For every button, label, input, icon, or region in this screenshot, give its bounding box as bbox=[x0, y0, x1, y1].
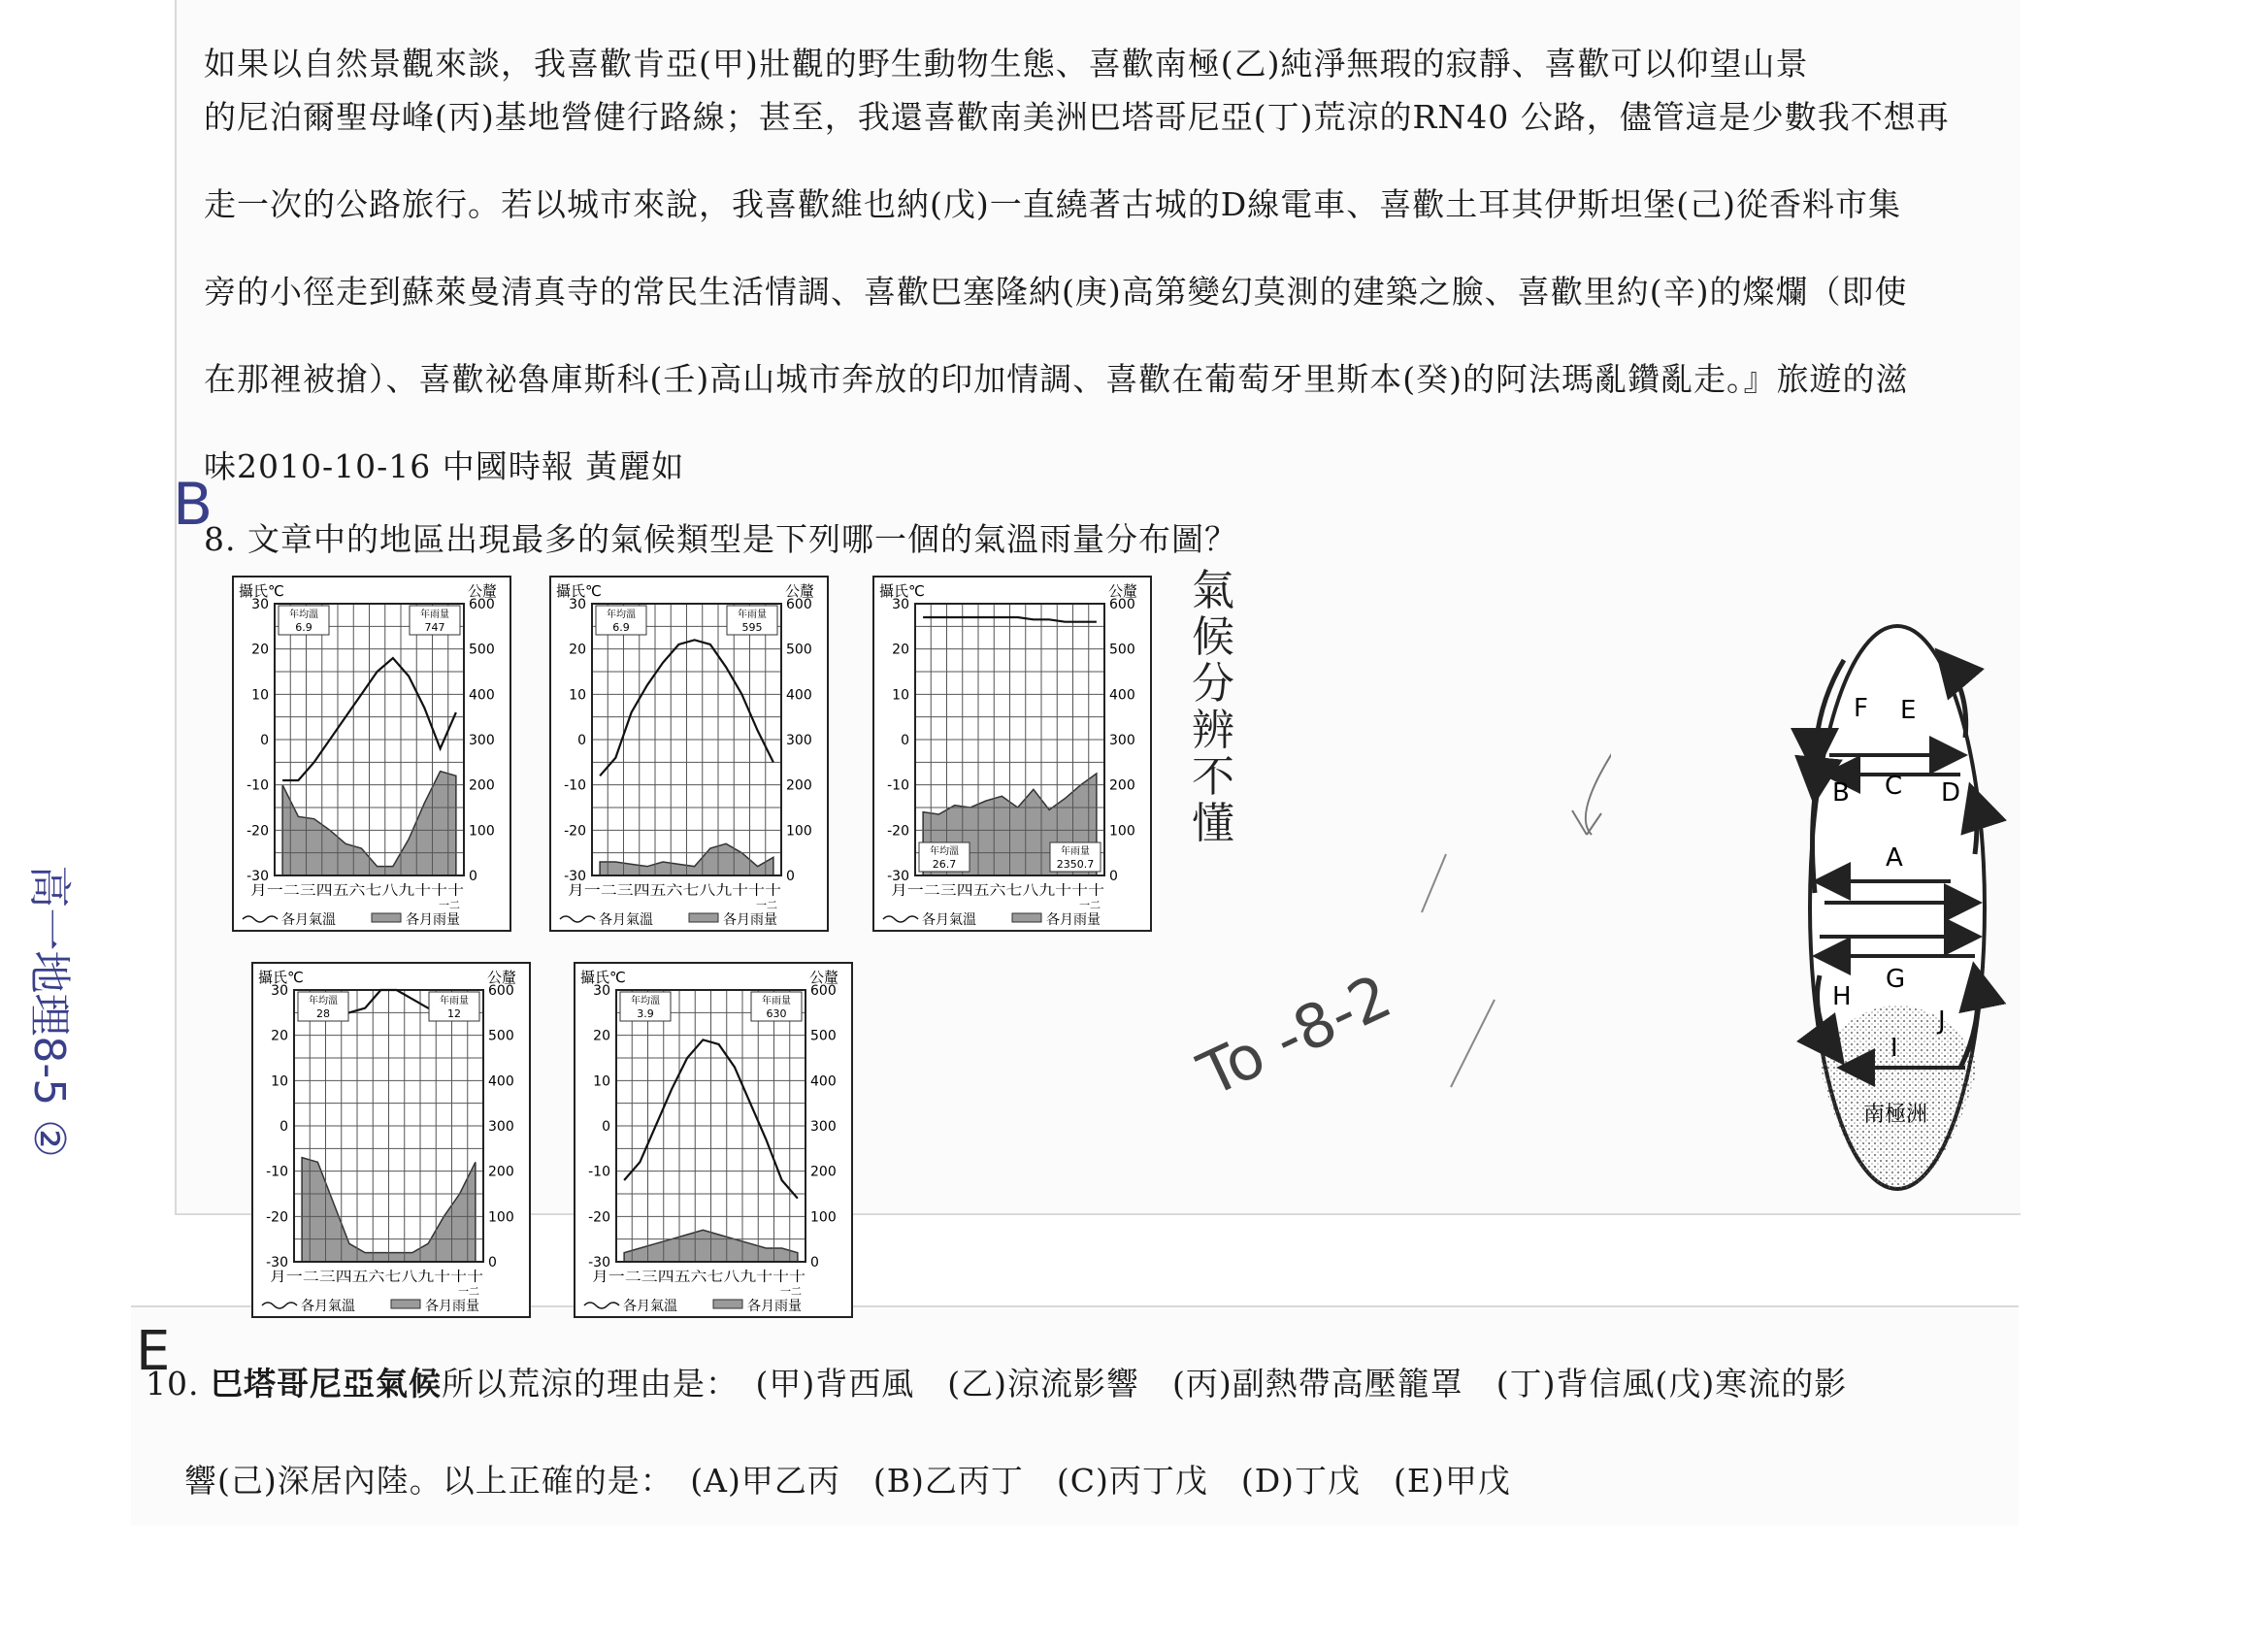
temp-tick-label: 30 bbox=[892, 597, 909, 612]
rain-unit-label: 公釐 bbox=[785, 582, 815, 600]
rain-tick-label: 300 bbox=[488, 1119, 514, 1135]
rain-tick-label: 600 bbox=[786, 597, 812, 612]
rain-tick-label: 0 bbox=[810, 1255, 819, 1270]
temp-tick-label: 20 bbox=[569, 642, 586, 658]
month-axis-label: 月一二三四五六七八九十十十 bbox=[270, 1270, 483, 1285]
temp-tick-label: -20 bbox=[887, 823, 909, 840]
temp-tick-label: 20 bbox=[251, 642, 269, 658]
annual-rain-value: 12 bbox=[447, 1007, 461, 1020]
annual-temp-value: 3.9 bbox=[637, 1007, 654, 1020]
temp-tick-label: 0 bbox=[602, 1119, 610, 1135]
legend-rain-label: 各月雨量 bbox=[425, 1299, 479, 1314]
temp-unit-label: 攝氏℃ bbox=[258, 969, 304, 986]
temp-tick-label: 30 bbox=[593, 983, 610, 999]
annual-temp-value: 6.9 bbox=[295, 621, 312, 634]
climate-chart-c bbox=[871, 575, 1153, 943]
rain-tick-label: 100 bbox=[810, 1209, 837, 1226]
temp-unit-label: 攝氏℃ bbox=[879, 582, 925, 600]
rain-tick-label: 400 bbox=[1109, 687, 1135, 704]
rain-unit-label: 公釐 bbox=[1108, 582, 1138, 600]
rain-tick-label: 100 bbox=[469, 823, 495, 840]
rain-tick-label: 200 bbox=[469, 777, 495, 794]
temp-tick-label: -20 bbox=[266, 1209, 288, 1226]
rain-tick-label: 400 bbox=[786, 687, 812, 704]
annual-temp-value: 6.9 bbox=[612, 621, 630, 634]
legend-temp-label: 各月氣溫 bbox=[301, 1299, 355, 1314]
rain-tick-label: 400 bbox=[810, 1073, 837, 1090]
temp-tick-label: 0 bbox=[260, 733, 269, 748]
temp-tick-label: 0 bbox=[279, 1119, 288, 1135]
rain-tick-label: 600 bbox=[469, 597, 495, 612]
annual-temp-label: 年均溫 bbox=[930, 846, 959, 857]
q10-line-1-text: 所以荒涼的理由是： (甲)背西風 (乙)涼流影響 (丙)副熱帶高壓籠罩 (丁)背信風(戊)寒流的影 bbox=[441, 1365, 1848, 1402]
temp-tick-label: -10 bbox=[247, 777, 269, 794]
rain-tick-label: 200 bbox=[488, 1164, 514, 1180]
climate-chart-b bbox=[548, 575, 830, 943]
pencil-note: To -8-2 bbox=[1188, 960, 1402, 1110]
legend-rain-label: 各月雨量 bbox=[723, 912, 777, 928]
annual-temp-value: 26.7 bbox=[932, 858, 957, 871]
q10-number: 10. bbox=[146, 1365, 200, 1402]
temp-tick-label: 20 bbox=[593, 1028, 610, 1044]
annual-temp-value: 28 bbox=[316, 1007, 330, 1020]
margin-handwritten-note: 高一地理8-5 ② bbox=[24, 865, 74, 1158]
rain-tick-label: 300 bbox=[786, 733, 812, 748]
temp-tick-label: -20 bbox=[247, 823, 269, 840]
rain-tick-label: 300 bbox=[1109, 733, 1135, 748]
diagram-label-c: C bbox=[1885, 772, 1903, 801]
annual-rain-label: 年雨量 bbox=[420, 610, 449, 620]
temp-unit-label: 攝氏℃ bbox=[239, 582, 284, 600]
annual-temp-label: 年均溫 bbox=[607, 610, 636, 620]
climate-handwritten-note: 氣候分辨不懂 bbox=[1192, 566, 1234, 848]
month-axis-label-2: 一二 bbox=[458, 1285, 479, 1298]
temp-tick-label: 0 bbox=[577, 733, 586, 748]
rain-tick-label: 300 bbox=[469, 733, 495, 748]
month-axis-label: 月一二三四五六七八九十十十 bbox=[891, 883, 1104, 899]
diagram-label-b: B bbox=[1832, 778, 1850, 808]
rain-tick-label: 600 bbox=[810, 983, 837, 999]
temp-tick-label: -30 bbox=[887, 869, 909, 884]
rain-tick-label: 600 bbox=[1109, 597, 1135, 612]
climate-chart-a bbox=[231, 575, 512, 943]
temp-tick-label: 0 bbox=[901, 733, 909, 748]
diagram-label-f: F bbox=[1854, 694, 1868, 723]
legend-rain-label: 各月雨量 bbox=[747, 1299, 802, 1314]
q10-handwritten-answer: E bbox=[136, 1320, 171, 1383]
temp-tick-label: -10 bbox=[266, 1164, 288, 1180]
passage-line-3: 走一次的公路旅行。若以城市來說，我喜歡維也納(戊)一直繞著古城的D線電車、喜歡土耳其伊斯坦堡(己)從香料市集 bbox=[204, 185, 1901, 223]
annual-rain-label: 年雨量 bbox=[1061, 846, 1090, 857]
wind-belt-diagram bbox=[1786, 611, 2009, 1204]
diagram-label-a: A bbox=[1886, 843, 1903, 873]
rain-tick-label: 0 bbox=[786, 869, 795, 884]
rain-tick-label: 0 bbox=[488, 1255, 497, 1270]
antarctica-shading bbox=[1821, 1005, 1975, 1189]
temp-tick-label: -30 bbox=[266, 1255, 288, 1270]
annual-rain-value: 630 bbox=[766, 1007, 787, 1020]
rain-tick-label: 200 bbox=[1109, 777, 1135, 794]
rain-tick-label: 0 bbox=[469, 869, 477, 884]
temp-tick-label: 30 bbox=[271, 983, 288, 999]
rain-unit-label: 公釐 bbox=[809, 969, 839, 986]
diagram-label-e: E bbox=[1900, 696, 1917, 725]
temp-tick-label: -10 bbox=[564, 777, 586, 794]
rain-tick-label: 200 bbox=[810, 1164, 837, 1180]
question-10-line-1 bbox=[146, 1359, 1847, 1404]
month-axis-label-2: 一二 bbox=[439, 899, 460, 911]
temp-unit-label: 攝氏℃ bbox=[580, 969, 626, 986]
climate-chart-d bbox=[250, 961, 532, 1330]
annual-rain-label: 年雨量 bbox=[738, 610, 767, 620]
month-axis-label-2: 一二 bbox=[756, 899, 777, 911]
question-8: 8. 文章中的地區出現最多的氣候類型是下列哪一個的氣溫雨量分布圖？ bbox=[204, 520, 1237, 558]
month-axis-label: 月一二三四五六七八九十十十 bbox=[250, 883, 464, 899]
rain-tick-label: 400 bbox=[469, 687, 495, 704]
legend-rain-symbol bbox=[372, 913, 401, 922]
rain-tick-label: 100 bbox=[488, 1209, 514, 1226]
temp-tick-label: -10 bbox=[887, 777, 909, 794]
rain-tick-label: 500 bbox=[469, 642, 495, 658]
rain-tick-label: 500 bbox=[786, 642, 812, 658]
diagram-label-d: D bbox=[1941, 778, 1961, 808]
rain-tick-label: 300 bbox=[810, 1119, 837, 1135]
diagram-label-i: I bbox=[1890, 1034, 1898, 1063]
temp-unit-label: 攝氏℃ bbox=[556, 582, 602, 600]
month-axis-label-2: 一二 bbox=[1079, 899, 1101, 911]
temp-tick-label: 10 bbox=[271, 1073, 288, 1090]
annual-rain-value: 2350.7 bbox=[1056, 858, 1095, 871]
temp-tick-label: -20 bbox=[564, 823, 586, 840]
month-axis-label: 月一二三四五六七八九十十十 bbox=[592, 1270, 805, 1285]
diagram-label-j: J bbox=[1938, 1006, 1946, 1036]
temp-tick-label: 20 bbox=[892, 642, 909, 658]
rain-tick-label: 400 bbox=[488, 1073, 514, 1090]
passage-line-6: 味2010-10-16 中國時報 黃麗如 bbox=[204, 447, 685, 485]
rain-tick-label: 0 bbox=[1109, 869, 1118, 884]
month-axis-label: 月一二三四五六七八九十十十 bbox=[568, 883, 781, 899]
legend-rain-symbol bbox=[1012, 913, 1041, 922]
rain-tick-label: 500 bbox=[810, 1028, 837, 1044]
annual-rain-value: 595 bbox=[741, 621, 763, 634]
passage-line-4: 旁的小徑走到蘇萊曼清真寺的常民生活情調、喜歡巴塞隆納(庚)高第變幻莫測的建築之臉、喜歡里約(辛)的燦爛（即使 bbox=[204, 273, 1908, 311]
temp-tick-label: 20 bbox=[271, 1028, 288, 1044]
rain-tick-label: 100 bbox=[786, 823, 812, 840]
temp-tick-label: -10 bbox=[588, 1164, 610, 1180]
legend-temp-label: 各月氣溫 bbox=[281, 912, 336, 928]
legend-rain-symbol bbox=[391, 1300, 420, 1308]
temp-tick-label: -30 bbox=[564, 869, 586, 884]
temp-tick-label: -30 bbox=[588, 1255, 610, 1270]
annual-temp-label: 年均溫 bbox=[631, 996, 660, 1006]
legend-rain-label: 各月雨量 bbox=[406, 912, 460, 928]
temp-tick-label: -30 bbox=[247, 869, 269, 884]
passage-line-1: 如果以自然景觀來談，我喜歡肯亞(甲)壯觀的野生動物生態、喜歡南極(乙)純淨無瑕的寂靜、喜歡可以仰望山景 bbox=[204, 45, 1809, 82]
annual-rain-label: 年雨量 bbox=[440, 996, 469, 1006]
temp-tick-label: 10 bbox=[593, 1073, 610, 1090]
rain-tick-label: 600 bbox=[488, 983, 514, 999]
passage-line-2: 的尼泊爾聖母峰(丙)基地營健行路線；甚至，我還喜歡南美洲巴塔哥尼亞(丁)荒涼的RN40 公路，儘管這是少數我不想再 bbox=[204, 98, 1950, 136]
diagram-label-antarctica: 南極洲 bbox=[1863, 1103, 1928, 1127]
rain-unit-label: 公釐 bbox=[468, 582, 498, 600]
annual-temp-label: 年均溫 bbox=[289, 610, 318, 620]
legend-temp-label: 各月氣溫 bbox=[922, 912, 976, 928]
annual-rain-value: 747 bbox=[424, 621, 445, 634]
legend-rain-label: 各月雨量 bbox=[1046, 912, 1101, 928]
rain-tick-label: 200 bbox=[786, 777, 812, 794]
rain-tick-label: 500 bbox=[1109, 642, 1135, 658]
temp-tick-label: 10 bbox=[892, 687, 909, 704]
diagram-label-h: H bbox=[1832, 982, 1852, 1011]
legend-temp-label: 各月氣溫 bbox=[599, 912, 653, 928]
legend-temp-label: 各月氣溫 bbox=[623, 1299, 677, 1314]
passage-line-5: 在那裡被搶）、喜歡祕魯庫斯科(壬)高山城市奔放的印加情調、喜歡在葡萄牙里斯本(癸)的阿法瑪亂鑽亂走。』旅遊的滋 bbox=[204, 360, 1909, 398]
q8-handwritten-answer: B bbox=[173, 471, 214, 539]
rain-unit-label: 公釐 bbox=[487, 969, 517, 986]
pencil-marks bbox=[1203, 679, 1611, 1165]
temp-tick-label: -20 bbox=[588, 1209, 610, 1226]
annual-temp-label: 年均溫 bbox=[309, 996, 338, 1006]
temp-tick-label: 10 bbox=[251, 687, 269, 704]
month-axis-label-2: 一二 bbox=[780, 1285, 802, 1298]
legend-rain-symbol bbox=[689, 913, 718, 922]
climate-chart-e bbox=[573, 961, 854, 1330]
legend-rain-symbol bbox=[713, 1300, 742, 1308]
diagram-label-g: G bbox=[1886, 965, 1906, 994]
temp-tick-label: 10 bbox=[569, 687, 586, 704]
rain-tick-label: 500 bbox=[488, 1028, 514, 1044]
annual-rain-label: 年雨量 bbox=[762, 996, 791, 1006]
q10-bold-term: 巴塔哥尼亞氣候 bbox=[210, 1365, 442, 1402]
temp-tick-label: 30 bbox=[251, 597, 269, 612]
rain-tick-label: 100 bbox=[1109, 823, 1135, 840]
temp-tick-label: 30 bbox=[569, 597, 586, 612]
question-10-line-2: 響(己)深居內陸。以上正確的是： (A)甲乙丙 (B)乙丙丁 (C)丙丁戊 (D)丁戊 (E)甲戊 bbox=[184, 1462, 1511, 1500]
